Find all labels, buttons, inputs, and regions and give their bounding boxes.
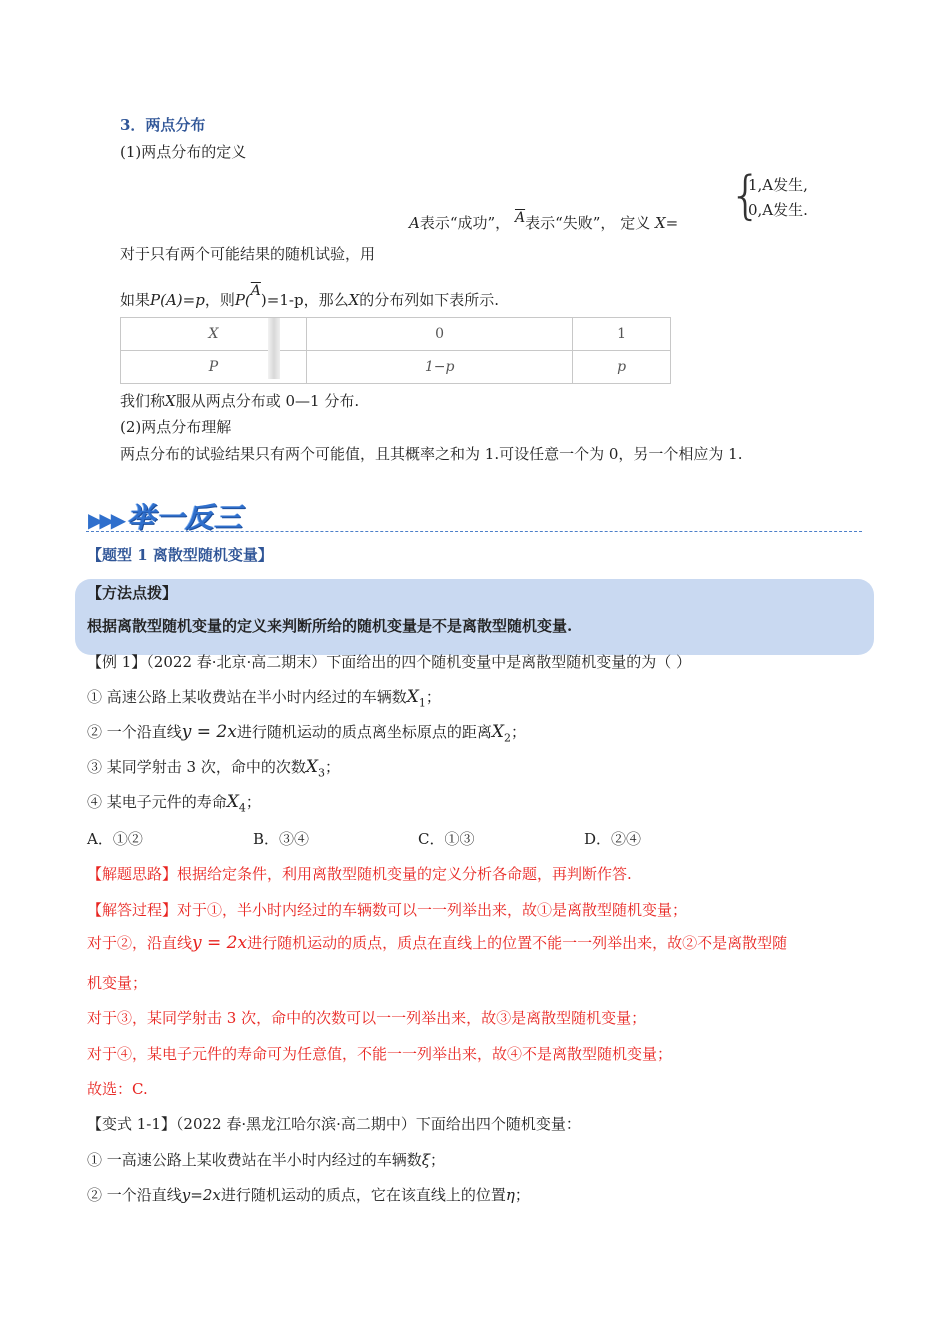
variant-item1-text: ① 一高速公路上某收费站在半小时内经过的车辆数 xyxy=(87,1151,422,1169)
solution-process-2-cont: 机变量； xyxy=(87,974,148,992)
process-2-post: 进行随机运动的质点，质点在直线上的位置不能一一列举出来，故②不是离散型随 xyxy=(247,934,788,952)
variant-item2-end: ； xyxy=(514,1186,530,1204)
banner-arrows-icon: ▶▶▶ xyxy=(88,508,123,532)
table-cell: p xyxy=(573,351,671,384)
item3-semicolon: ； xyxy=(324,758,340,776)
table-cell: 1 xyxy=(573,318,671,351)
two-point-statement xyxy=(120,390,359,411)
item3-text: ③ 某同学射击 3 次，命中的次数 xyxy=(87,758,306,776)
variant-item2-var: η xyxy=(505,1186,515,1204)
process-2-equation: y = 2x xyxy=(192,933,248,953)
if-mid: ，则 xyxy=(204,291,235,309)
option-c: C．①③ xyxy=(418,830,475,848)
case-0: 0,A发生. xyxy=(748,201,808,219)
distribution-table xyxy=(120,317,671,384)
process-2-pre: 对于②，沿直线 xyxy=(87,934,193,952)
item1-semicolon: ； xyxy=(425,688,441,706)
variant-item2-equation: y=2x xyxy=(181,1186,221,1204)
table-scan-shadow xyxy=(268,318,280,379)
variant-item2-post: 进行随机运动的质点，它在该直线上的位置 xyxy=(220,1186,506,1204)
table-row xyxy=(121,351,671,384)
A-bar-2: $\overline{A}$ xyxy=(250,283,261,299)
banner-divider xyxy=(86,531,862,532)
table-cell: 1−p xyxy=(307,351,573,384)
method-label: 【方法点拨】 xyxy=(87,584,178,602)
solution-answer: 故选：C. xyxy=(87,1080,148,1098)
item4-var: $X_4$ xyxy=(226,792,246,815)
PA-eq: P(A)=p xyxy=(150,291,205,309)
subsection-understanding: (2)两点分布理解 xyxy=(120,418,232,436)
idea-text: 根据给定条件，利用离散型随机变量的定义分析各命题，再判断作答. xyxy=(177,865,632,883)
solution-process-4: 对于④，某电子元件的寿命可为任意值，不能一一列举出来，故④不是离散型随机变量； xyxy=(87,1045,673,1063)
example-item-3 xyxy=(87,756,340,779)
option-a: A．①② xyxy=(87,830,143,848)
if-pre: 如果 xyxy=(120,291,151,309)
process-label: 【解答过程】 xyxy=(87,901,178,919)
success-text: 表示“成功”， xyxy=(419,214,511,232)
subsection-definition: (1)两点分布的定义 xyxy=(120,143,247,161)
variant-item1-var: ξ xyxy=(421,1151,431,1169)
variant-item2-pre: ② 一个沿直线 xyxy=(87,1186,182,1204)
solution-process-1 xyxy=(87,899,687,920)
solution-process-3: 对于③，某同学射击 3 次，命中的次数可以一一列举出来，故③是离散型随机变量； xyxy=(87,1009,647,1027)
item4-text: ④ 某电子元件的寿命 xyxy=(87,793,227,811)
item4-semicolon: ； xyxy=(245,793,261,811)
example-item-1 xyxy=(87,686,441,709)
var-X: X xyxy=(348,291,360,309)
section-heading: 3．两点分布 xyxy=(120,116,206,134)
understanding-text: 两点分布的试验结果只有两个可能值，且其概率之和为 1.可设任意一个为 0，另一个相应为 1. xyxy=(120,445,743,463)
item1-text: ① 高速公路上某收费站在半小时内经过的车辆数 xyxy=(87,688,407,706)
table-cell: 0 xyxy=(307,318,573,351)
item2-var: $X_2$ xyxy=(491,722,511,745)
if-tail: 的分布列如下表所示. xyxy=(359,291,500,309)
practice-banner xyxy=(88,496,243,536)
process-1-text: 对于①，半小时内经过的车辆数可以一一列举出来，故①是离散型随机变量； xyxy=(177,901,688,919)
method-text: 根据离散型随机变量的定义来判断所给的随机变量是不是离散型随机变量. xyxy=(87,617,573,635)
var-X-eq: X= xyxy=(654,214,679,232)
intro-line: 对于只有两个可能结果的随机试验，用 xyxy=(120,245,376,263)
type-heading: 【题型 1 离散型随机变量】 xyxy=(87,546,273,564)
item2-equation: y = 2x xyxy=(181,722,237,742)
example-item-2 xyxy=(87,721,526,744)
case-1: 1,A发生, xyxy=(748,176,808,194)
definition-line xyxy=(409,212,678,233)
var-A: A xyxy=(409,214,420,232)
piecewise-brace: { xyxy=(729,166,763,226)
if-rest: )=1-p xyxy=(260,291,304,309)
example-item-4 xyxy=(87,791,261,814)
table-cell: P xyxy=(121,351,307,384)
fail-text: 表示“失败”， 定义 xyxy=(525,214,651,232)
table-cell: X xyxy=(121,318,307,351)
var-A-bar: $\overline{A}$ xyxy=(514,210,526,226)
variant-stem: 【变式 1-1】（2022 春·黑龙江哈尔滨·高二期中）下面给出四个随机变量： xyxy=(87,1115,581,1133)
example-stem: 【例 1】（2022 春·北京·高二期末）下面给出的四个随机变量中是离散型随机变量的为（ ） xyxy=(87,653,692,671)
P-open: P( xyxy=(234,291,251,309)
probability-line xyxy=(120,283,500,310)
if-end: ，那么 xyxy=(303,291,349,309)
item1-var: $X_1$ xyxy=(406,687,426,710)
variant-item-1 xyxy=(87,1149,445,1170)
option-d: D．②④ xyxy=(584,830,642,848)
item2-post: 进行随机运动的质点离坐标原点的距离 xyxy=(236,723,492,741)
call-pre: 我们称 xyxy=(120,392,166,410)
item2-pre: ② 一个沿直线 xyxy=(87,723,182,741)
solution-idea xyxy=(87,863,632,884)
banner-title: 举一反三 xyxy=(126,501,243,534)
idea-label: 【解题思路】 xyxy=(87,865,178,883)
variant-item1-end: ； xyxy=(430,1151,446,1169)
variant-item-2 xyxy=(87,1184,530,1205)
option-b: B．③④ xyxy=(253,830,310,848)
call-var-X: X xyxy=(165,392,176,410)
call-post: 服从两点分布或 0—1 分布. xyxy=(175,392,360,410)
solution-process-2 xyxy=(87,932,787,953)
table-row xyxy=(121,318,671,351)
item2-semicolon: ； xyxy=(510,723,526,741)
item3-var: $X_3$ xyxy=(305,757,325,780)
